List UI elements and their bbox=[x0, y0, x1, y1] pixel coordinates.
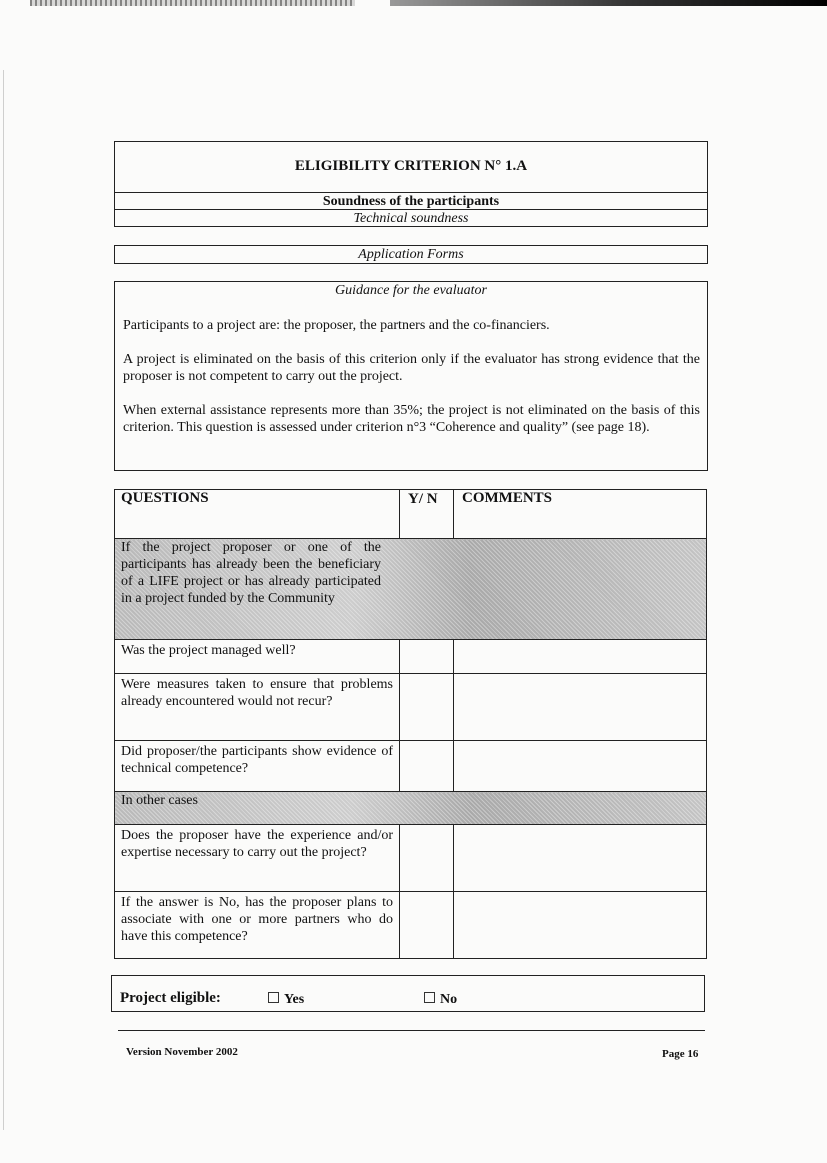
section-label: If the project proposer or one of the participants has already been the beneficiary of a LIFE project or has already participated in a project funded by the Community bbox=[121, 540, 381, 606]
yn-cell[interactable] bbox=[400, 674, 454, 741]
comment-cell[interactable] bbox=[454, 741, 707, 792]
title-block bbox=[114, 141, 708, 227]
guidance-title: Guidance for the evaluator bbox=[334, 283, 488, 298]
footer-version: Version November 2002 bbox=[126, 1046, 238, 1058]
table-row bbox=[115, 892, 707, 959]
table-row bbox=[115, 674, 707, 741]
question-cell: Did proposer/the participants show evidence of technical competence? bbox=[115, 741, 400, 792]
comment-cell[interactable] bbox=[454, 825, 707, 892]
scan-artifact-left bbox=[30, 0, 355, 6]
question-cell: Was the project managed well? bbox=[115, 640, 400, 674]
comment-cell[interactable] bbox=[454, 892, 707, 959]
section-cell bbox=[115, 792, 707, 825]
eligible-no-option[interactable] bbox=[424, 992, 457, 1008]
scan-artifact-right bbox=[390, 0, 827, 6]
section-row bbox=[115, 792, 707, 825]
guidance-box bbox=[114, 281, 708, 471]
eligibility-label: Project eligible: bbox=[120, 990, 221, 1006]
comments-header: COMMENTS bbox=[454, 490, 707, 539]
yn-header: Y/ N bbox=[400, 490, 454, 539]
yn-cell[interactable] bbox=[400, 892, 454, 959]
checkbox-icon[interactable] bbox=[424, 992, 435, 1003]
yn-cell[interactable] bbox=[400, 825, 454, 892]
application-forms-box: Application Forms bbox=[114, 245, 708, 264]
section-cell bbox=[115, 539, 707, 640]
questions-table bbox=[114, 489, 707, 959]
eligible-no-label: No bbox=[440, 992, 458, 1007]
comment-cell[interactable] bbox=[454, 674, 707, 741]
table-row bbox=[115, 640, 707, 674]
checkbox-icon[interactable] bbox=[268, 992, 279, 1003]
table-row bbox=[115, 825, 707, 892]
table-header-row bbox=[115, 490, 707, 539]
footer-page-number: Page 16 bbox=[662, 1048, 699, 1060]
yn-cell[interactable] bbox=[400, 741, 454, 792]
guidance-paragraph: Participants to a project are: the proposer, the partners and the co-financiers. bbox=[123, 318, 550, 333]
eligible-yes-option[interactable] bbox=[268, 992, 304, 1008]
questions-header: QUESTIONS bbox=[115, 490, 400, 539]
table-row bbox=[115, 741, 707, 792]
comment-cell[interactable] bbox=[454, 640, 707, 674]
eligibility-box bbox=[111, 975, 705, 1012]
footer-rule bbox=[118, 1030, 705, 1031]
guidance-paragraph: A project is eliminated on the basis of this criterion only if the evaluator has strong evidence that the proposer is not competent to carry out the project. bbox=[123, 352, 700, 384]
yn-cell[interactable] bbox=[400, 640, 454, 674]
section-row bbox=[115, 539, 707, 640]
criterion-subheading: Soundness of the participants bbox=[115, 192, 707, 210]
criterion-subsubheading: Technical soundness bbox=[115, 209, 707, 227]
question-cell: Does the proposer have the experience and/or expertise necessary to carry out the project? bbox=[115, 825, 400, 892]
question-cell: Were measures taken to ensure that problems already encountered would not recur? bbox=[115, 674, 400, 741]
criterion-heading: ELIGIBILITY CRITERION N° 1.A bbox=[294, 158, 528, 174]
eligible-yes-label: Yes bbox=[284, 992, 305, 1007]
scan-edge-line bbox=[3, 70, 4, 1130]
guidance-paragraph: When external assistance represents more than 35%; the project is not eliminated on the basis of this criterion. This question is assessed under criterion n°3 “Coherence and quality” (see page 18). bbox=[123, 403, 700, 435]
question-cell: If the answer is No, has the proposer plans to associate with one or more partners who do have this competence? bbox=[115, 892, 400, 959]
section-label: In other cases bbox=[121, 793, 198, 808]
